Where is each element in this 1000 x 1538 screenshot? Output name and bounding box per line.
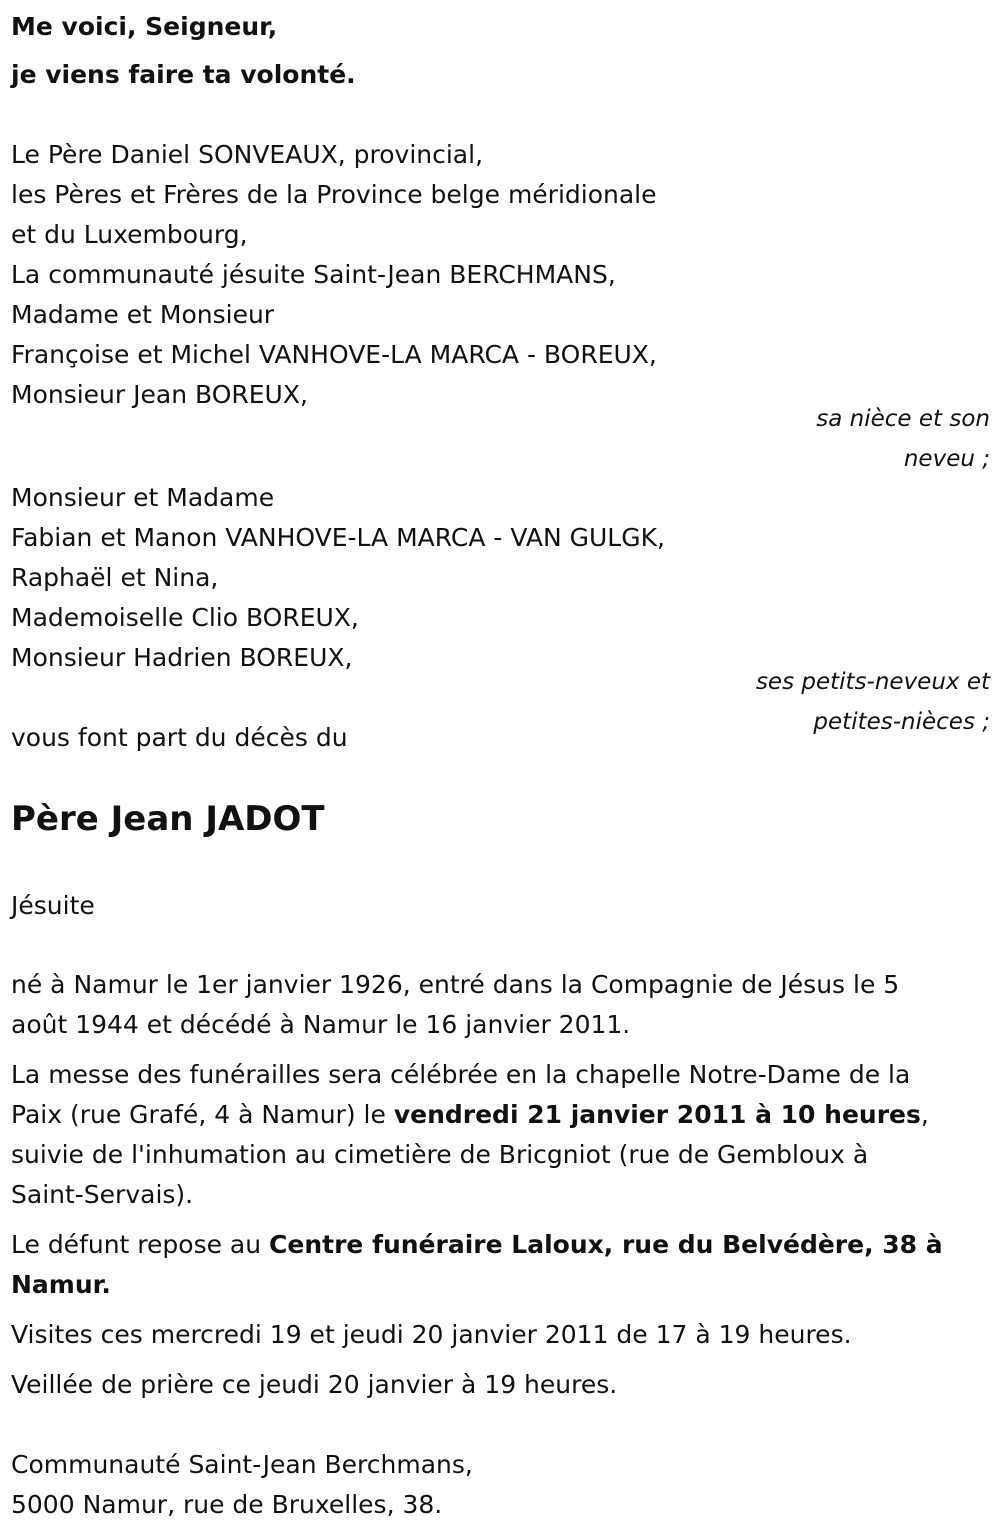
family-line: les Pères et Frères de la Province belge méridionale [11, 180, 657, 209]
relation-label: petites-nièces ; [813, 709, 990, 735]
deceased-name: Père Jean JADOT [11, 799, 325, 839]
funeral-date: vendredi 21 janvier 2011 à 10 heures [393, 1100, 921, 1129]
family-line: La communauté jésuite Saint-Jean BERCHMANS, [11, 260, 616, 289]
bio-line: né à Namur le 1er janvier 1926, entré dans la Compagnie de Jésus le 5 [11, 970, 900, 999]
funeral-line: Saint-Servais). [11, 1180, 194, 1209]
address-line: 5000 Namur, rue de Bruxelles, 38. [11, 1490, 443, 1519]
family-line: Madame et Monsieur [11, 300, 275, 329]
deceased-role: Jésuite [11, 891, 95, 920]
funeral-line [11, 1095, 929, 1135]
funeral-text: Paix (rue Grafé, 4 à Namur) le [11, 1100, 394, 1129]
relation-label: neveu ; [903, 446, 990, 472]
family-line: et du Luxembourg, [11, 220, 248, 249]
family-line: Monsieur Hadrien BOREUX, [11, 643, 353, 672]
rest-text: Le défunt repose au [11, 1230, 270, 1259]
heading-line-1: Me voici, Seigneur, [11, 12, 278, 41]
relation-label: ses petits-neveux et [755, 669, 990, 695]
family-line: Françoise et Michel VANHOVE-LA MARCA - BOREUX, [11, 340, 657, 369]
family-line: Monsieur et Madame [11, 483, 275, 512]
heading-line-2: je viens faire ta volonté. [11, 60, 356, 89]
relation-label: sa nièce et son [816, 406, 990, 432]
family-line: Raphaël et Nina, [11, 563, 219, 592]
funeral-line: suivie de l'inhumation au cimetière de Bricgniot (rue de Gembloux à [11, 1140, 869, 1169]
family-line: Fabian et Manon VANHOVE-LA MARCA - VAN GULGK, [11, 523, 665, 552]
funeral-line: La messe des funérailles sera célébrée en la chapelle Notre-Dame de la [11, 1060, 911, 1089]
vigil-line: Veillée de prière ce jeudi 20 janvier à 19 heures. [11, 1370, 618, 1399]
address-line: Communauté Saint-Jean Berchmans, [11, 1450, 473, 1479]
rest-location-city: Namur. [11, 1270, 111, 1299]
rest-location: Centre funéraire Laloux, rue du Belvédère, 38 à [269, 1230, 943, 1259]
funeral-comma: , [920, 1100, 929, 1129]
family-line: Mademoiselle Clio BOREUX, [11, 603, 359, 632]
family-line: Monsieur Jean BOREUX, [11, 380, 308, 409]
family-line: Le Père Daniel SONVEAUX, provincial, [11, 140, 484, 169]
bio-line: août 1944 et décédé à Namur le 16 janvier 2011. [11, 1010, 631, 1039]
rest-line [11, 1225, 943, 1265]
visits-line: Visites ces mercredi 19 et jeudi 20 janvier 2011 de 17 à 19 heures. [11, 1320, 852, 1349]
announcement: vous font part du décès du [11, 723, 348, 752]
